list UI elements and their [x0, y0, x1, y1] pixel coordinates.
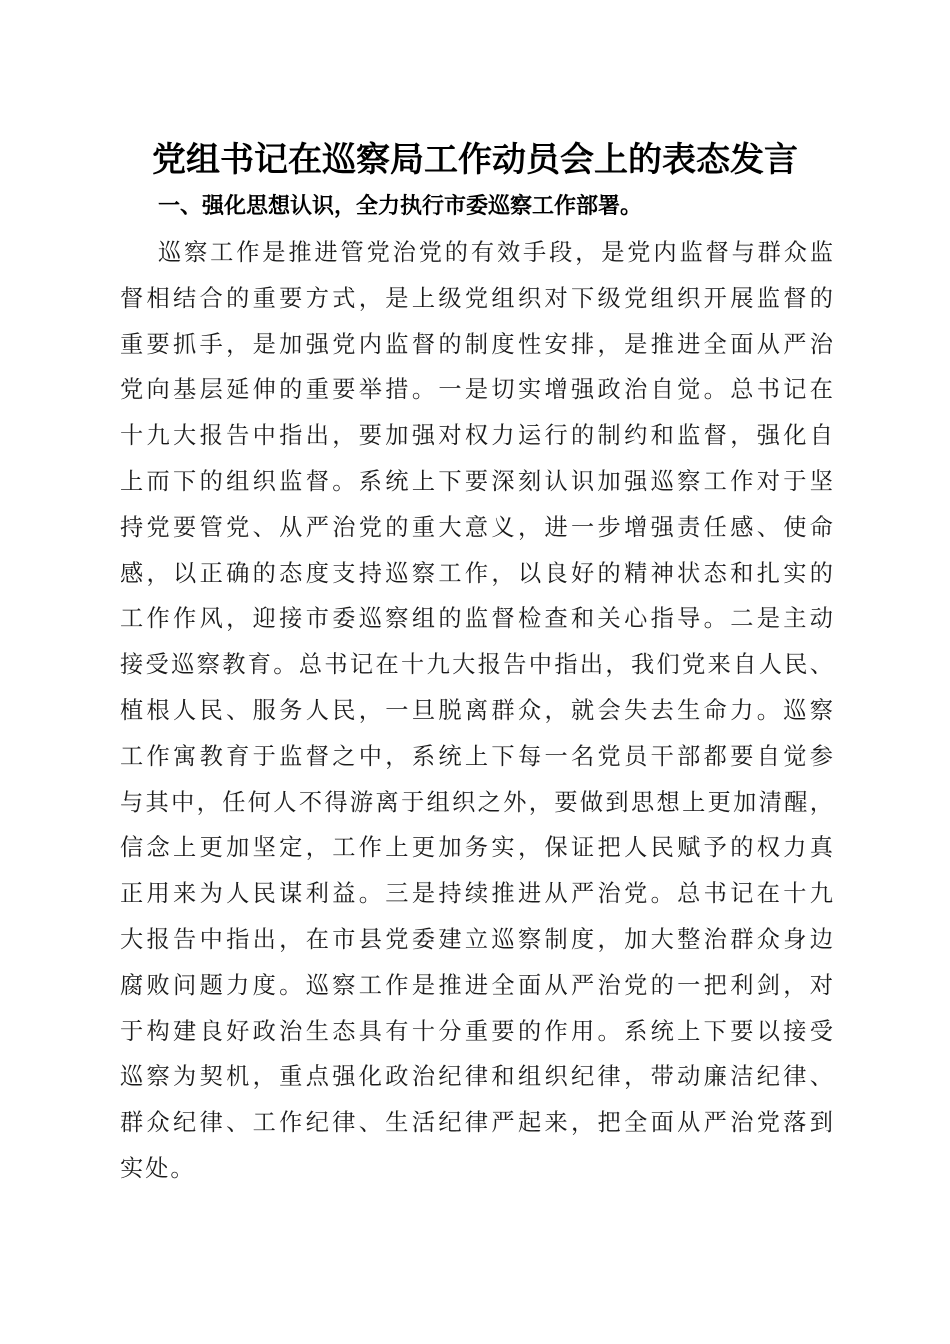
- body-line: 工作寓教育于监督之中，系统上下每一名党员干部都要自觉参: [120, 742, 835, 770]
- body-line: 大报告中指出，在市县党委建立巡察制度，加大整治群众身边: [120, 925, 835, 953]
- body-line: 与其中，任何人不得游离于组织之外，要做到思想上更加清醒，: [120, 788, 835, 816]
- body-line: 持党要管党、从严治党的重大意义，进一步增强责任感、使命: [120, 513, 835, 541]
- body-line: 正用来为人民谋利益。三是持续推进从严治党。总书记在十九: [120, 880, 835, 908]
- body-line: 重要抓手，是加强党内监督的制度性安排，是推进全面从严治: [120, 330, 835, 358]
- body-line: 督相结合的重要方式，是上级党组织对下级党组织开展监督的: [120, 284, 835, 312]
- body-paragraph: [120, 230, 835, 1192]
- body-line: 实处。: [120, 1154, 196, 1182]
- body-line: 党向基层延伸的重要举措。一是切实增强政治自觉。总书记在: [120, 376, 835, 404]
- body-line: 上而下的组织监督。系统上下要深刻认识加强巡察工作对于坚: [120, 467, 835, 495]
- body-line: 腐败问题力度。巡察工作是推进全面从严治党的一把利剑，对: [120, 971, 835, 999]
- body-line: 群众纪律、工作纪律、生活纪律严起来，把全面从严治党落到: [120, 1109, 835, 1137]
- body-line: 感，以正确的态度支持巡察工作，以良好的精神状态和扎实的: [120, 559, 835, 587]
- body-line: 植根人民、服务人民，一旦脱离群众，就会失去生命力。巡察: [120, 696, 835, 724]
- body-line: 接受巡察教育。总书记在十九大报告中指出，我们党来自人民、: [120, 651, 835, 679]
- document-title: 党组书记在巡察局工作动员会上的表态发言: [152, 140, 798, 180]
- body-line: 巡察工作是推进管党治党的有效手段，是党内监督与群众监: [158, 239, 835, 266]
- body-line: 巡察为契机，重点强化政治纪律和组织纪律，带动廉洁纪律、: [120, 1063, 835, 1091]
- body-line: 十九大报告中指出，要加强对权力运行的制约和监督，强化自: [120, 422, 835, 450]
- body-line: 于构建良好政治生态具有十分重要的作用。系统上下要以接受: [120, 1017, 835, 1045]
- body-line: 信念上更加坚定，工作上更加务实，保证把人民赋予的权力真: [120, 834, 835, 862]
- section-heading: 一、强化思想认识，全力执行市委巡察工作部署。: [158, 194, 643, 219]
- body-line: 工作作风，迎接市委巡察组的监督检查和关心指导。二是主动: [120, 605, 835, 633]
